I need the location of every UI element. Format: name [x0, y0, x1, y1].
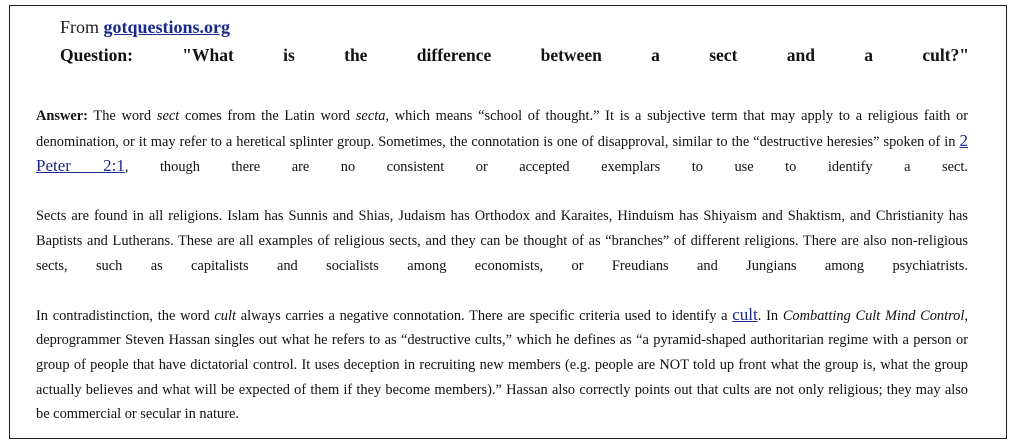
- cult-link[interactable]: cult: [732, 304, 758, 324]
- question-text: "What is the difference between a sect and a cult?": [182, 45, 969, 65]
- p1-text-3: , which means “school of thought.” It is a subjective term that may apply to a religious faith or denomination, or it may refer to a heretical splinter group. Sometimes, the connotation is one of disapproval, similar to the “destructive heresies” spoken of in: [36, 108, 968, 150]
- answer-body: [36, 104, 968, 446]
- p1-em-secta: secta: [355, 108, 386, 124]
- p3-text-1: In contradistinction, the word: [36, 307, 215, 324]
- p3-em-cult: cult: [214, 307, 236, 324]
- answer-label: Answer:: [36, 108, 88, 124]
- p3-text-3: . In: [757, 307, 783, 324]
- question-label: Question:: [60, 45, 133, 65]
- p1-text-2: comes from the Latin word: [179, 108, 356, 124]
- source-line: [60, 14, 969, 40]
- p3-text-2: always carries a negative connotation. There are specific criteria used to identify a: [235, 307, 733, 324]
- p3-em-book-title: Combatting Cult Mind Control: [782, 307, 965, 324]
- p3-text-4: , deprogrammer Steven Hassan singles out what he refers to as “destructive cults,” which he defines as “a pyramid-shaped authoritarian regime with a person or group of people that have dictatorial control. It uses deception in recruiting new members (e.g. people are NOT told up front what the group is, what the group actually believes and what will be expected of them if they become members).” Hassan also correctly points out that cults are not only religious; they may also be commercial or secular in nature.: [36, 307, 968, 423]
- source-link[interactable]: gotquestions.org: [103, 17, 231, 37]
- p1-text-1: The word: [87, 108, 157, 124]
- answer-paragraph-3: [36, 303, 968, 427]
- p1-em-sect: sect: [156, 108, 180, 124]
- from-label: From: [60, 17, 100, 37]
- scripture-link[interactable]: 2 Peter 2:1: [36, 130, 968, 176]
- p1-text-4: , though there are no consistent or accepted exemplars to use to identify a sect.: [124, 159, 968, 176]
- answer-paragraph-2: Sects are found in all religions. Islam has Sunnis and Shias, Judaism has Orthodox and Karaites, Hinduism has Shiyaism and Shaktism, and Christianity has Baptists and Lutherans. These are all examples of religious sects, and they can be thought of as “branches” of different religions. There are also non-religious sects, such as capitalists and socialists among economists, or Freudians and Jungians among psychiatrists.: [36, 208, 968, 274]
- answer-paragraph-1: [36, 104, 968, 180]
- question-heading: [60, 42, 969, 68]
- header: [60, 14, 969, 68]
